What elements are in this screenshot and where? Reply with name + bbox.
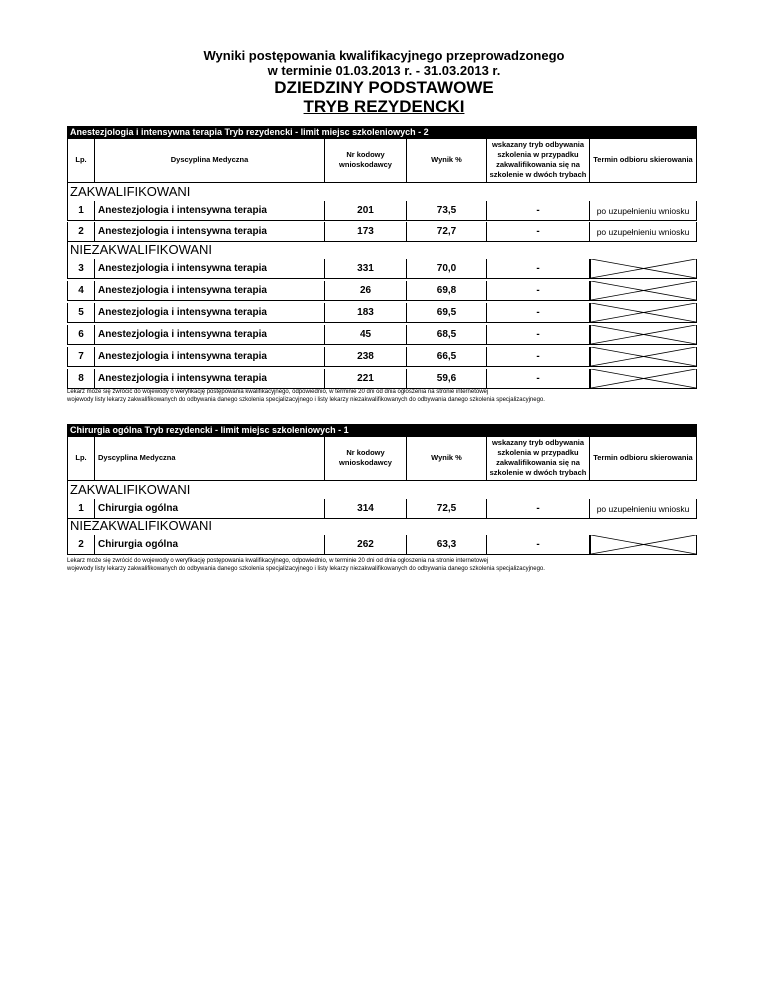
section-title: Chirurgia ogólna Tryb rezydencki - limit miejsc szkoleniowych - 1	[67, 424, 697, 437]
cell-nr: 201	[325, 201, 407, 221]
col-tryb: wskazany tryb odbywania szkolenia w przypadku zakwalifikowania się na szkolenie w dwóch trybach	[487, 435, 590, 481]
cell-termin: po uzupełnieniu wniosku	[590, 222, 697, 242]
note-line-2: wojewody listy lekarzy zakwalifikowanych do odbywania danego szkolenia specjalizacyjnego i listy lekarzy niezakwalifikowanych do odbywania danego szkolenia specjalizacyjnego.	[67, 566, 545, 572]
col-disc: Dyscyplina Medyczna	[95, 137, 325, 183]
crossed-cell	[590, 369, 697, 389]
col-nr: Nr kodowy wnioskodawcy	[325, 137, 407, 183]
table-row	[67, 499, 697, 519]
cell-wynik: 72,5	[407, 499, 487, 519]
group-not-qualified	[67, 241, 697, 259]
cell-lp: 2	[67, 222, 95, 242]
cell-wynik: 70,0	[407, 259, 487, 279]
cell-disc: Anestezjologia i intensywna terapia	[95, 281, 325, 301]
table-row	[67, 347, 697, 367]
cell-wynik: 73,5	[407, 201, 487, 221]
table-row	[67, 201, 697, 221]
cell-lp: 7	[67, 347, 95, 367]
cell-lp: 6	[67, 325, 95, 345]
table-row	[67, 259, 697, 279]
cell-lp: 4	[67, 281, 95, 301]
page-header	[0, 48, 768, 116]
cell-tryb: -	[487, 281, 590, 301]
header-line-3: DZIEDZINY PODSTAWOWE	[274, 78, 494, 97]
crossed-cell	[590, 281, 697, 301]
col-tryb: wskazany tryb odbywania szkolenia w przypadku zakwalifikowania się na szkolenie w dwóch trybach	[487, 137, 590, 183]
cell-disc: Anestezjologia i intensywna terapia	[95, 369, 325, 389]
cell-disc: Anestezjologia i intensywna terapia	[95, 347, 325, 367]
header-line-1: Wyniki postępowania kwalifikacyjnego przeprowadzonego	[203, 48, 565, 63]
group-label: ZAKWALIFIKOWANI	[70, 184, 191, 199]
col-lp: Lp.	[67, 435, 95, 481]
cell-wynik: 68,5	[407, 325, 487, 345]
cell-nr: 238	[325, 347, 407, 367]
cell-termin: po uzupełnieniu wniosku	[590, 499, 697, 519]
cell-tryb: -	[487, 325, 590, 345]
crossed-cell	[590, 303, 697, 323]
cell-disc: Anestezjologia i intensywna terapia	[95, 222, 325, 242]
cell-nr: 221	[325, 369, 407, 389]
cell-tryb: -	[487, 222, 590, 242]
cell-lp: 1	[67, 499, 95, 519]
section-anestezjologia	[67, 126, 697, 416]
cell-tryb: -	[487, 303, 590, 323]
cell-nr: 26	[325, 281, 407, 301]
cell-nr: 331	[325, 259, 407, 279]
col-wynik: Wynik %	[407, 435, 487, 481]
crossed-cell	[590, 535, 697, 555]
cell-nr: 183	[325, 303, 407, 323]
cell-tryb: -	[487, 259, 590, 279]
note-line-2: wojewody listy lekarzy zakwalifikowanych do odbywania danego szkolenia specjalizacyjnego i listy lekarzy niezakwalifikowanych do odbywania danego szkolenia specjalizacyjnego.	[67, 397, 545, 403]
table-row	[67, 281, 697, 301]
group-label: NIEZAKWALIFIKOWANI	[70, 518, 213, 533]
cell-tryb: -	[487, 201, 590, 221]
cell-lp: 8	[67, 369, 95, 389]
section-chirurgia	[67, 424, 697, 574]
table-row	[67, 535, 697, 555]
cell-wynik: 59,6	[407, 369, 487, 389]
col-termin: Termin odbioru skierowania	[590, 137, 697, 183]
header-line-2: w terminie 01.03.2013 r. - 31.03.2013 r.	[267, 63, 501, 78]
cell-disc: Anestezjologia i intensywna terapia	[95, 325, 325, 345]
group-label: ZAKWALIFIKOWANI	[70, 482, 191, 497]
cell-wynik: 63,3	[407, 535, 487, 555]
note-line-1: Lekarz może się zwrócić do wojewody o weryfikację postępowania kwalifikacyjnego, odpowiednio, w terminie 20 dni od dnia ogłoszenia na stronie internetowej	[67, 558, 489, 564]
note-line-1: Lekarz może się zwrócić do wojewody o weryfikację postępowania kwalifikacyjnego, odpowiednio, w terminie 20 dni od dnia ogłoszenia na stronie internetowej	[67, 389, 489, 395]
cell-tryb: -	[487, 347, 590, 367]
col-wynik: Wynik %	[407, 137, 487, 183]
table-header	[67, 137, 697, 183]
cell-lp: 2	[67, 535, 95, 555]
table-row	[67, 222, 697, 242]
note	[67, 557, 545, 573]
cell-nr: 173	[325, 222, 407, 242]
cell-wynik: 66,5	[407, 347, 487, 367]
table-row	[67, 369, 697, 389]
cell-nr: 314	[325, 499, 407, 519]
cell-nr: 262	[325, 535, 407, 555]
cell-lp: 5	[67, 303, 95, 323]
group-qualified	[67, 183, 697, 201]
table-row	[67, 303, 697, 323]
header-line-4: TRYB REZYDENCKI	[303, 97, 465, 116]
cell-disc: Chirurgia ogólna	[95, 499, 325, 519]
cell-wynik: 69,5	[407, 303, 487, 323]
cell-wynik: 72,7	[407, 222, 487, 242]
table-header	[67, 435, 697, 481]
note	[67, 388, 545, 404]
cell-nr: 45	[325, 325, 407, 345]
cell-tryb: -	[487, 369, 590, 389]
crossed-cell	[590, 347, 697, 367]
crossed-cell	[590, 325, 697, 345]
cell-wynik: 69,8	[407, 281, 487, 301]
cell-lp: 3	[67, 259, 95, 279]
cell-lp: 1	[67, 201, 95, 221]
cell-disc: Anestezjologia i intensywna terapia	[95, 259, 325, 279]
cell-disc: Anestezjologia i intensywna terapia	[95, 201, 325, 221]
group-not-qualified	[67, 517, 697, 535]
cell-tryb: -	[487, 499, 590, 519]
section-title: Anestezjologia i intensywna terapia Tryb rezydencki - limit miejsc szkoleniowych - 2	[67, 126, 697, 139]
group-qualified	[67, 481, 697, 499]
table-row	[67, 325, 697, 345]
col-disc: Dyscyplina Medyczna	[95, 435, 325, 481]
col-lp: Lp.	[67, 137, 95, 183]
crossed-cell	[590, 259, 697, 279]
cell-termin: po uzupełnieniu wniosku	[590, 201, 697, 221]
col-termin: Termin odbioru skierowania	[590, 435, 697, 481]
cell-disc: Anestezjologia i intensywna terapia	[95, 303, 325, 323]
group-label: NIEZAKWALIFIKOWANI	[70, 242, 213, 257]
cell-disc: Chirurgia ogólna	[95, 535, 325, 555]
col-nr: Nr kodowy wnioskodawcy	[325, 435, 407, 481]
cell-tryb: -	[487, 535, 590, 555]
